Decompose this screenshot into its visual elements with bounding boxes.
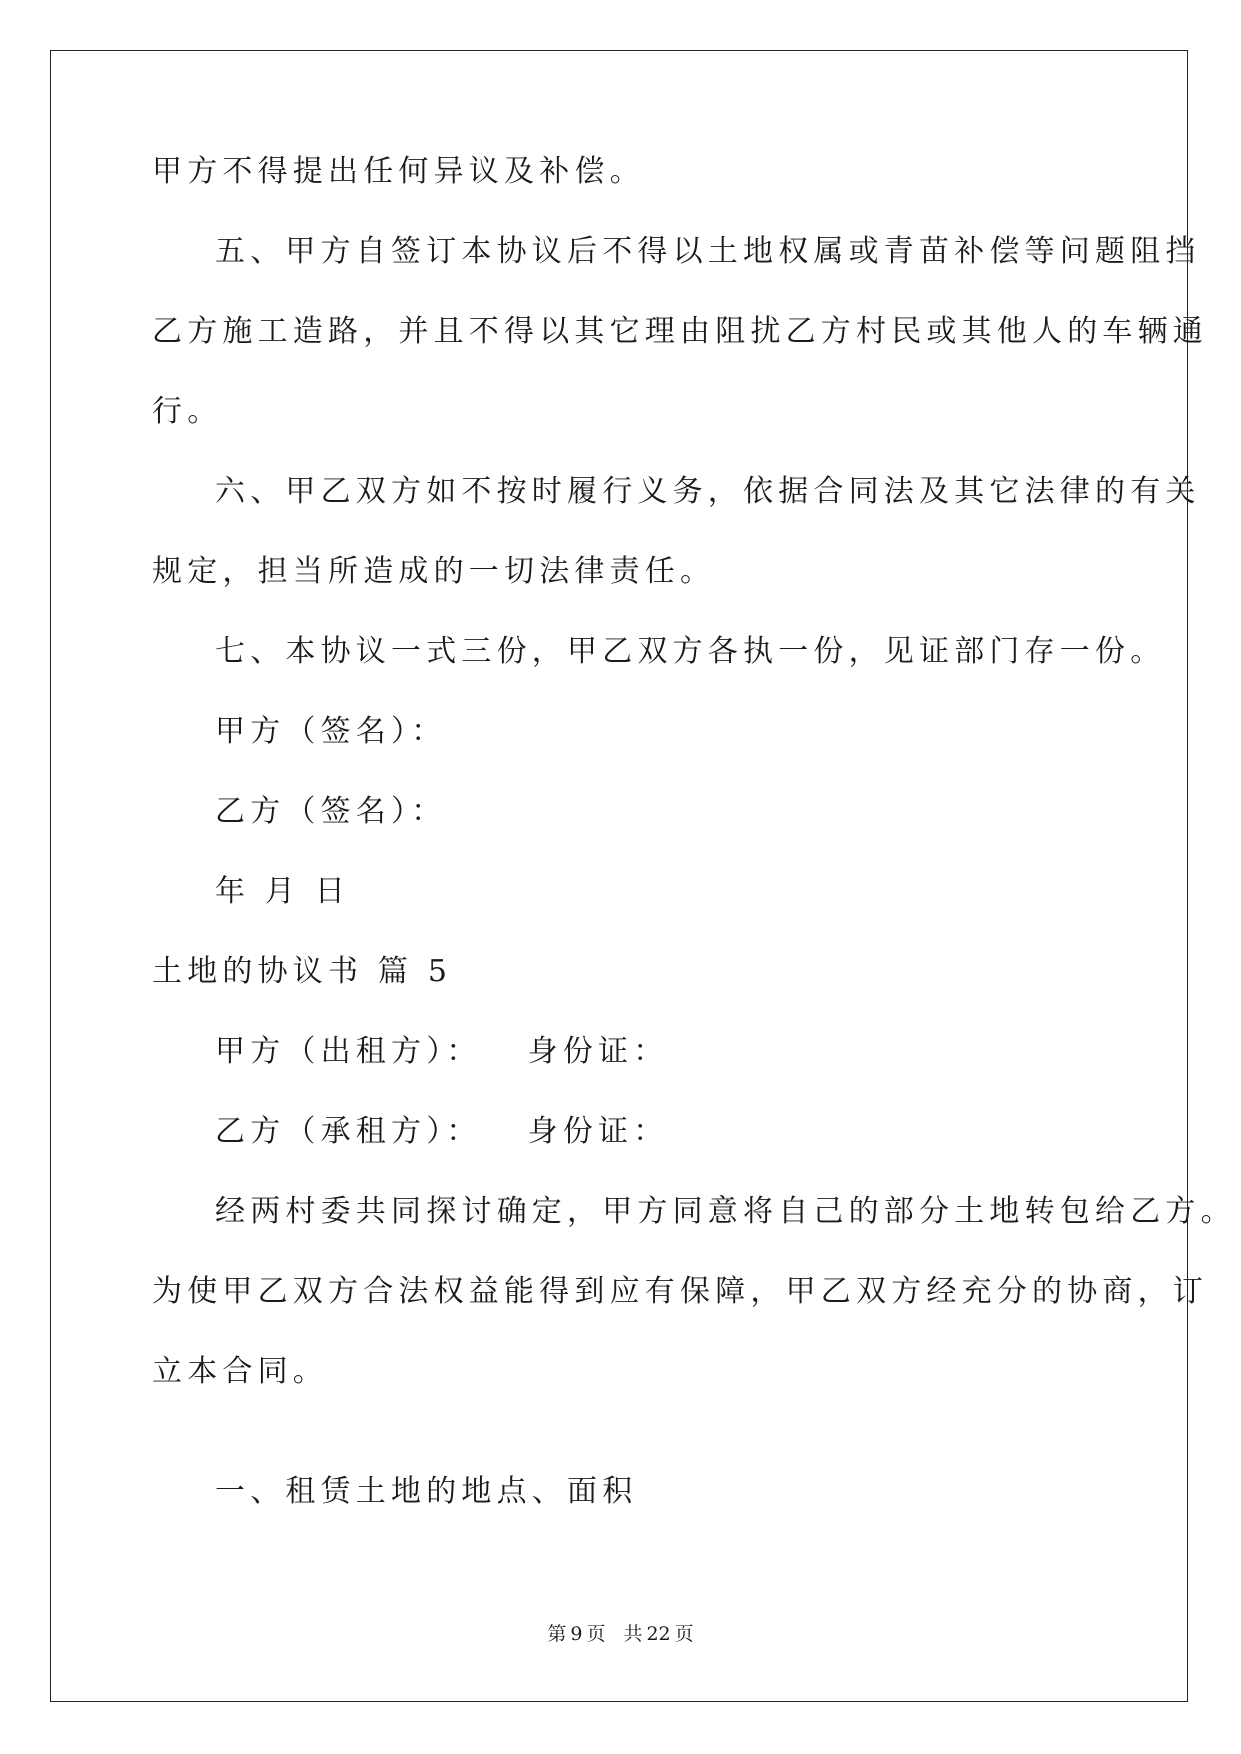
clause-six-heading: 六、甲乙双方如不按时履行义务，依据合同法及其它法律的有关 bbox=[215, 474, 1201, 509]
page-footer bbox=[0, 1622, 1241, 1646]
page-suffix: 页 bbox=[586, 1623, 606, 1645]
paragraph-line: 行。 bbox=[152, 394, 223, 429]
rental-location-heading: 一、租赁土地的地点、面积 bbox=[215, 1474, 638, 1509]
party-b-signature-line: 乙方（签名）： bbox=[215, 794, 447, 829]
party-b-lessee-label: 乙方（承租方）： bbox=[215, 1114, 482, 1149]
party-a-lessor-label: 甲方（出租方）： bbox=[215, 1034, 482, 1069]
paragraph-line: 经两村委共同探讨确定，甲方同意将自己的部分土地转包给乙方。 bbox=[215, 1194, 1236, 1229]
party-a-id-label: 身份证： bbox=[527, 1034, 669, 1069]
paragraph-line: 乙方施工造路，并且不得以其它理由阻扰乙方村民或其他人的车辆通 bbox=[152, 314, 1208, 349]
page-prefix: 第 bbox=[547, 1623, 567, 1645]
paragraph-line: 为使甲乙双方合法权益能得到应有保障，甲乙双方经充分的协商，订 bbox=[152, 1274, 1208, 1309]
paragraph-line: 规定，担当所造成的一切法律责任。 bbox=[152, 554, 716, 589]
party-a-lessor-line bbox=[215, 1032, 668, 1072]
clause-seven-heading: 七、本协议一式三份，甲乙双方各执一份，见证部门存一份。 bbox=[215, 634, 1166, 669]
date-line: 年 月 日 bbox=[215, 874, 351, 909]
total-prefix: 共 bbox=[623, 1623, 643, 1645]
page-number: 9 bbox=[570, 1623, 583, 1645]
paragraph-line: 立本合同。 bbox=[152, 1354, 328, 1389]
total-pages: 22 bbox=[646, 1623, 671, 1645]
clause-five-heading: 五、甲方自签订本协议后不得以土地权属或青苗补偿等问题阻挡 bbox=[215, 234, 1201, 269]
paragraph-line: 甲方不得提出任何异议及补偿。 bbox=[152, 154, 645, 189]
party-b-lessee-line bbox=[215, 1112, 668, 1152]
total-suffix: 页 bbox=[674, 1623, 694, 1645]
party-b-id-label: 身份证： bbox=[527, 1114, 669, 1149]
party-a-signature-line: 甲方（签名）： bbox=[215, 714, 447, 749]
section-title: 土地的协议书 篇 5 bbox=[152, 954, 453, 989]
